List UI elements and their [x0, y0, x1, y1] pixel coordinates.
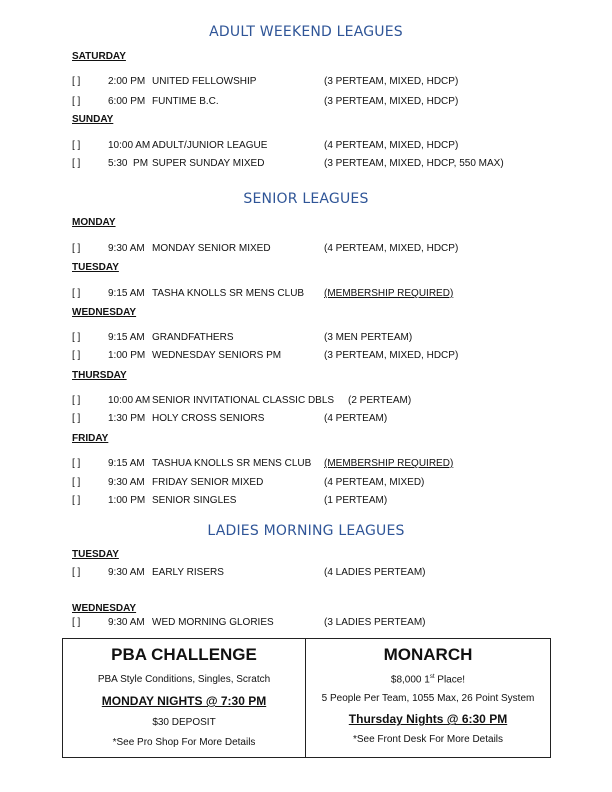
day-ladies-wednesday: WEDNESDAY	[72, 603, 137, 614]
league-name: UNITED FELLOWSHIP	[152, 76, 257, 87]
league-time: 1:00 PM	[108, 350, 146, 361]
league-time: 9:15 AM	[108, 332, 145, 343]
league-name: FRIDAY SENIOR MIXED	[152, 477, 264, 488]
league-row	[72, 140, 552, 154]
checkbox[interactable]: [ ]	[72, 395, 81, 406]
league-details: (MEMBERSHIP REQUIRED)	[324, 288, 454, 299]
league-row	[72, 350, 552, 364]
monarch-title: MONARCH	[383, 645, 473, 664]
league-details: (4 PERTEAM, MIXED, HDCP)	[324, 140, 459, 151]
day-sunday: SUNDAY	[72, 114, 114, 125]
checkbox[interactable]: [ ]	[72, 477, 81, 488]
day-wednesday: WEDNESDAY	[72, 307, 137, 318]
league-row	[72, 288, 552, 302]
section-title-senior: SENIOR LEAGUES	[243, 191, 369, 207]
league-time: 10:00 AM	[108, 395, 151, 406]
pba-schedule: MONDAY NIGHTS @ 7:30 PM	[101, 694, 267, 708]
section-title-ladies-morning: LADIES MORNING LEAGUES	[207, 523, 405, 539]
league-details: (3 LADIES PERTEAM)	[324, 617, 426, 628]
league-details: (3 PERTEAM, MIXED, HDCP, 550 MAX)	[324, 158, 504, 169]
monarch-note: *See Front Desk For More Details	[352, 734, 504, 746]
day-saturday: SATURDAY	[72, 51, 126, 62]
league-details: (4 LADIES PERTEAM)	[324, 567, 426, 578]
pba-note: *See Pro Shop For More Details	[112, 737, 256, 748]
league-time: 9:30 AM	[108, 243, 145, 254]
monarch-prize-amount: $8,000 1	[390, 674, 430, 686]
day-tuesday: TUESDAY	[72, 262, 119, 273]
league-time: 9:30 AM	[108, 567, 145, 578]
league-row	[72, 158, 552, 172]
league-time: 5:30 PM	[108, 158, 149, 169]
checkbox[interactable]: [ ]	[72, 495, 81, 506]
checkbox[interactable]: [ ]	[72, 76, 81, 87]
league-name: ADULT/JUNIOR LEAGUE	[152, 140, 268, 151]
league-row	[72, 413, 552, 427]
league-details: (3 PERTEAM, MIXED, HDCP)	[324, 96, 459, 107]
checkbox[interactable]: [ ]	[72, 158, 81, 169]
league-details: (3 PERTEAM, MIXED, HDCP)	[324, 350, 459, 361]
day-monday: MONDAY	[72, 217, 116, 228]
league-time: 1:00 PM	[108, 495, 146, 506]
pba-conditions: PBA Style Conditions, Singles, Scratch	[97, 674, 271, 685]
checkbox[interactable]: [ ]	[72, 350, 81, 361]
league-details: (1 PERTEAM)	[324, 495, 388, 506]
league-name: GRANDFATHERS	[152, 332, 234, 343]
league-row	[72, 567, 552, 581]
league-row	[72, 458, 552, 472]
league-name: SENIOR INVITATIONAL CLASSIC DBLS	[152, 395, 335, 406]
league-time: 1:30 PM	[108, 413, 146, 424]
league-row	[72, 96, 552, 110]
league-row	[72, 477, 552, 491]
pba-challenge-box	[62, 638, 306, 758]
league-name: EARLY RISERS	[152, 567, 224, 578]
league-row	[72, 495, 552, 509]
league-details: (3 MEN PERTEAM)	[324, 332, 413, 343]
day-friday: FRIDAY	[72, 433, 109, 444]
checkbox[interactable]: [ ]	[72, 243, 81, 254]
day-ladies-tuesday: TUESDAY	[72, 549, 119, 560]
league-name: TASHA KNOLLS SR MENS CLUB	[152, 288, 305, 299]
league-time: 9:30 AM	[108, 617, 145, 628]
pba-title: PBA CHALLENGE	[111, 645, 257, 664]
league-name: MONDAY SENIOR MIXED	[152, 243, 271, 254]
league-details: (4 PERTEAM, MIXED, HDCP)	[324, 243, 459, 254]
league-name: SUPER SUNDAY MIXED	[152, 158, 265, 169]
monarch-format: 5 People Per Team, 1055 Max, 26 Point System	[321, 693, 535, 705]
checkbox[interactable]: [ ]	[72, 288, 81, 299]
league-details: (MEMBERSHIP REQUIRED)	[324, 458, 454, 469]
league-name: FUNTIME B.C.	[152, 96, 219, 107]
checkbox[interactable]: [ ]	[72, 413, 81, 424]
monarch-prize-suffix: Place!	[434, 674, 466, 686]
league-row	[72, 76, 552, 90]
day-thursday: THURSDAY	[72, 370, 127, 381]
league-time: 9:30 AM	[108, 477, 145, 488]
checkbox[interactable]: [ ]	[72, 567, 81, 578]
monarch-box	[305, 638, 551, 758]
league-row	[72, 243, 552, 257]
league-details: (4 PERTEAM, MIXED)	[324, 477, 425, 488]
monarch-prize	[306, 674, 550, 685]
checkbox[interactable]: [ ]	[72, 617, 81, 628]
league-row	[72, 332, 552, 346]
league-time: 9:15 AM	[108, 458, 145, 469]
checkbox[interactable]: [ ]	[72, 140, 81, 151]
league-name: SENIOR SINGLES	[152, 495, 237, 506]
league-time: 10:00 AM	[108, 140, 151, 151]
pba-deposit: $30 DEPOSIT	[152, 717, 216, 728]
league-details: (4 PERTEAM)	[324, 413, 388, 424]
league-name: WEDNESDAY SENIORS PM	[152, 350, 282, 361]
monarch-prize-ordinal: st	[429, 674, 435, 680]
league-row	[72, 395, 552, 409]
league-name: TASHUA KNOLLS SR MENS CLUB	[152, 458, 312, 469]
league-details: (2 PERTEAM)	[348, 395, 412, 406]
checkbox[interactable]: [ ]	[72, 458, 81, 469]
league-name: WED MORNING GLORIES	[152, 617, 274, 628]
league-row	[72, 617, 552, 631]
league-details: (3 PERTEAM, MIXED, HDCP)	[324, 76, 459, 87]
league-name: HOLY CROSS SENIORS	[152, 413, 265, 424]
league-time: 9:15 AM	[108, 288, 145, 299]
league-time: 6:00 PM	[108, 96, 146, 107]
section-title-adult-weekend: ADULT WEEKEND LEAGUES	[209, 24, 403, 40]
league-time: 2:00 PM	[108, 76, 146, 87]
monarch-schedule: Thursday Nights @ 6:30 PM	[348, 712, 508, 727]
checkbox[interactable]: [ ]	[72, 96, 81, 107]
checkbox[interactable]: [ ]	[72, 332, 81, 343]
